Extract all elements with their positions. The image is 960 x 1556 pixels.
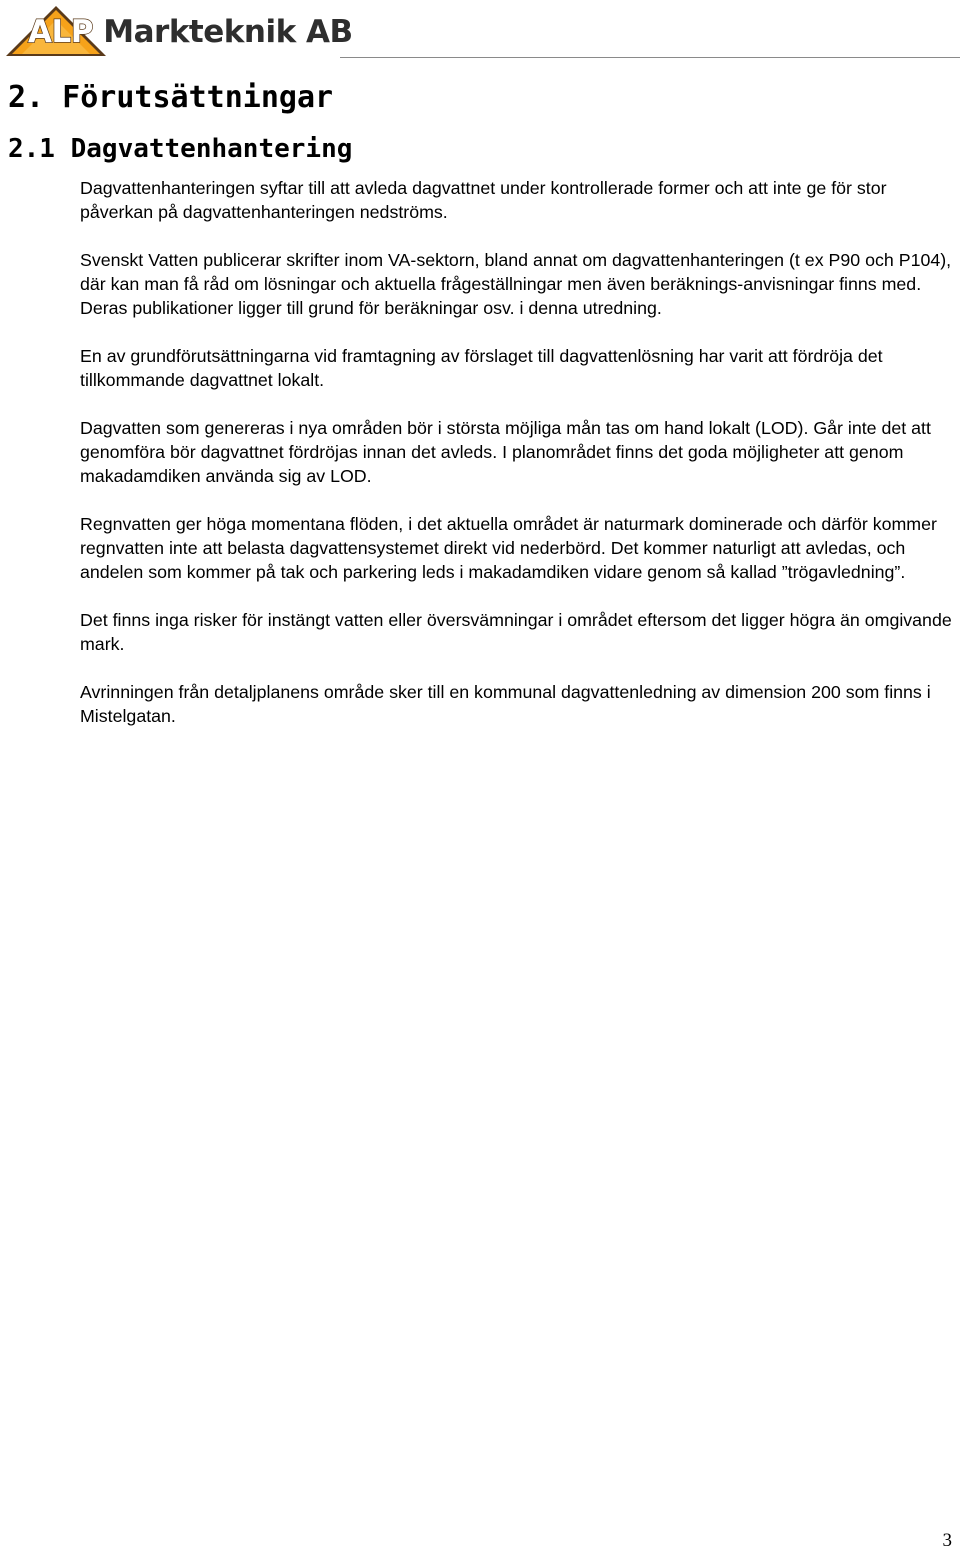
paragraph: Svenskt Vatten publicerar skrifter inom VA-sektorn, bland annat om dagvattenhanteringen (t ex P90 och P104), där kan man få råd om lösningar och aktuella frågeställningar men även beräknings-anvisningar finns med. Deras publikationer ligger till grund för beräkningar osv. i denna utredning.	[80, 250, 952, 318]
header-divider	[340, 57, 960, 58]
company-logo	[4, 4, 353, 58]
body-text	[80, 176, 952, 752]
logo-brand-text: Markteknik AB	[92, 14, 353, 50]
paragraph: Dagvattenhanteringen syftar till att avleda dagvattnet under kontrollerade former och att inte ge för stor påverkan på dagvattenhanteringen nedströms.	[80, 178, 887, 222]
page-header	[0, 0, 960, 62]
paragraph: Regnvatten ger höga momentana flöden, i det aktuella området är naturmark dominerade och därför kommer regnvatten inte att belasta dagvattensystemet direkt vid nederbörd. Det kommer naturligt att avledas, och andelen som kommer på tak och parkering leds i makadamdiken vidare genom så kallad ”trögavledning”.	[80, 514, 937, 582]
paragraph: En av grundförutsättningarna vid framtagning av förslaget till dagvattenlösning har varit att fördröja det tillkommande dagvattnet lokalt.	[80, 346, 883, 390]
paragraph: Dagvatten som genereras i nya områden bör i största möjliga mån tas om hand lokalt (LOD). Går inte det att genomföra bör dagvattnet fördröjas innan det avleds. I planområdet finns det goda möjligheter att genom makadamdiken använda sig av LOD.	[80, 418, 931, 486]
page-number: 3	[942, 1530, 952, 1551]
subsection-heading: 2.1 Dagvattenhantering	[8, 134, 353, 164]
section-heading: 2. Förutsättningar	[8, 80, 334, 115]
paragraph: Avrinningen från detaljplanens område sker till en kommunal dagvattenledning av dimension 200 som finns i Mistelgatan.	[80, 682, 931, 726]
logo-wordmark	[28, 12, 353, 52]
logo-alp-text: ALP	[28, 14, 93, 50]
paragraph: Det finns inga risker för instängt vatten eller översvämningar i området eftersom det ligger högra än omgivande mark.	[80, 610, 952, 654]
